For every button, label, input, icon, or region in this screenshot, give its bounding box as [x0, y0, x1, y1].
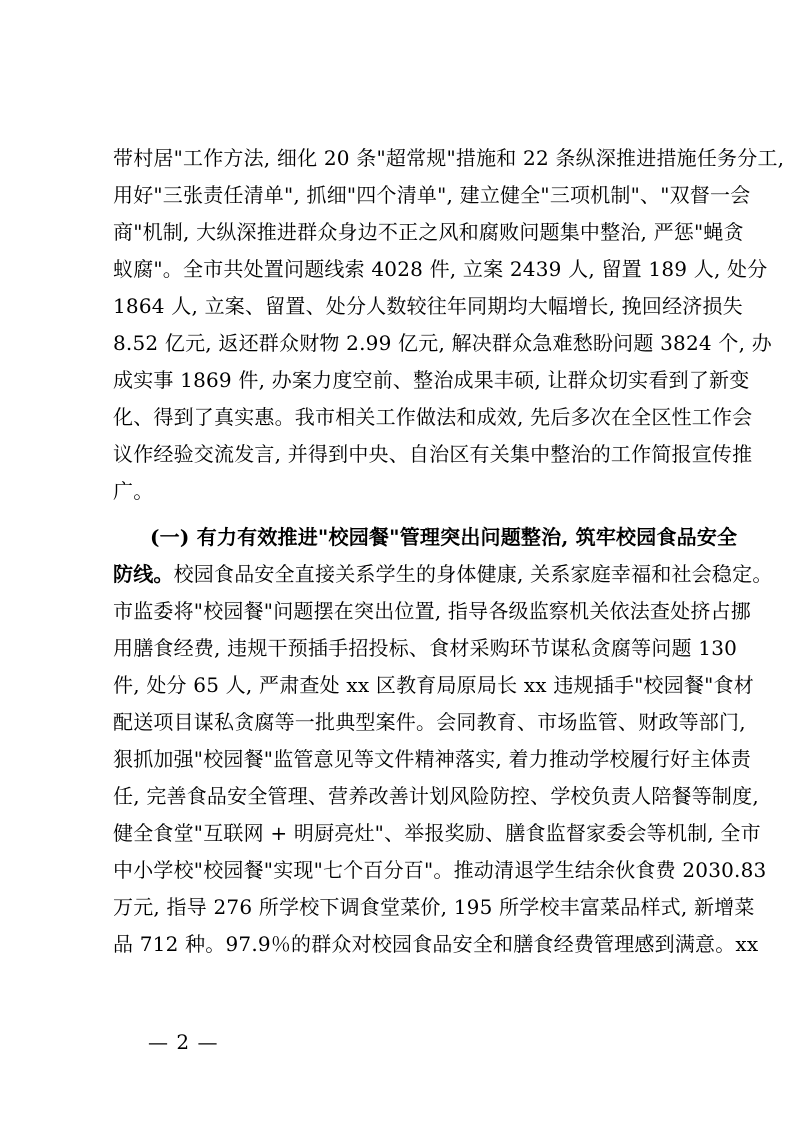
- text-line: 广。: [113, 479, 154, 503]
- text-line-mixed: [113, 557, 773, 591]
- text-line: 成实事 1869 件, 办案力度空前、整治成果丰硕, 让群众切实看到了新变: [113, 368, 750, 392]
- text-line: 健全食堂"互联网 + 明厨亮灶"、举报奖励、膳食监督家委会等机制, 全市: [113, 821, 761, 845]
- text-line: 品 712 种。97.9％的群众对校园食品安全和膳食经费管理感到满意。xx: [113, 932, 759, 956]
- text-line: 用好"三张责任清单", 抓细"四个清单", 建立健全"三项机制"、"双督一会: [113, 183, 751, 207]
- text-line: 市监委将"校园餐"问题摆在突出位置, 指导各级监察机关依法查处挤占挪: [113, 599, 751, 623]
- text-line: 议作经验交流发言, 并得到中央、自治区有关集中整治的工作简报宣传推: [113, 442, 753, 466]
- page-number: — 2 —: [148, 1030, 219, 1054]
- section-heading: (一) 有力有效推进"校园餐"管理突出问题整治, 筑牢校园食品安全: [150, 525, 738, 549]
- text-line: 蚁腐"。全市共处置问题线索 4028 件, 立案 2439 人, 留置 189 人, 处分: [113, 257, 768, 281]
- text-line: 任, 完善食品安全管理、营养改善计划风险防控、学校负责人陪餐等制度,: [113, 784, 759, 808]
- text-line: 用膳食经费, 违规干预插手招投标、食材采购环节谋私贪腐等问题 130: [113, 636, 738, 660]
- section-heading-end: 防线。: [113, 562, 174, 586]
- text-line: 配送项目谋私贪腐等一批典型案件。会同教育、市场监管、财政等部门,: [113, 710, 746, 734]
- text-line: 化、得到了真实惠。我市相关工作做法和成效, 先后多次在全区性工作会: [113, 405, 753, 429]
- text-line: 1864 人, 立案、留置、处分人数较往年同期均大幅增长, 挽回经济损失: [113, 294, 743, 318]
- text-line: 8.52 亿元, 返还群众财物 2.99 亿元, 解决群众急难愁盼问题 3824 个, 办: [113, 331, 772, 355]
- text-line: 中小学校"校园餐"实现"七个百分百"。推动清退学生结余伙食费 2030.83: [113, 858, 767, 882]
- text-line: 商"机制, 大纵深推进群众身边不正之风和腐败问题集中整治, 严惩"蝇贪: [113, 220, 744, 244]
- text-line: 带村居"工作方法, 细化 20 条"超常规"措施和 22 条纵深推进措施任务分工,: [113, 146, 785, 170]
- text-line: 万元, 指导 276 所学校下调食堂菜价, 195 所学校丰富菜品样式, 新增菜: [113, 895, 755, 919]
- text-fragment: 校园食品安全直接关系学生的身体健康, 关系家庭幸福和社会稳定。: [173, 562, 773, 586]
- text-line: 件, 处分 65 人, 严肃查处 xx 区教育局原局长 xx 违规插手"校园餐"食材: [113, 673, 754, 697]
- text-line: 狠抓加强"校园餐"监管意见等文件精神落实, 着力推动学校履行好主体责: [113, 747, 751, 771]
